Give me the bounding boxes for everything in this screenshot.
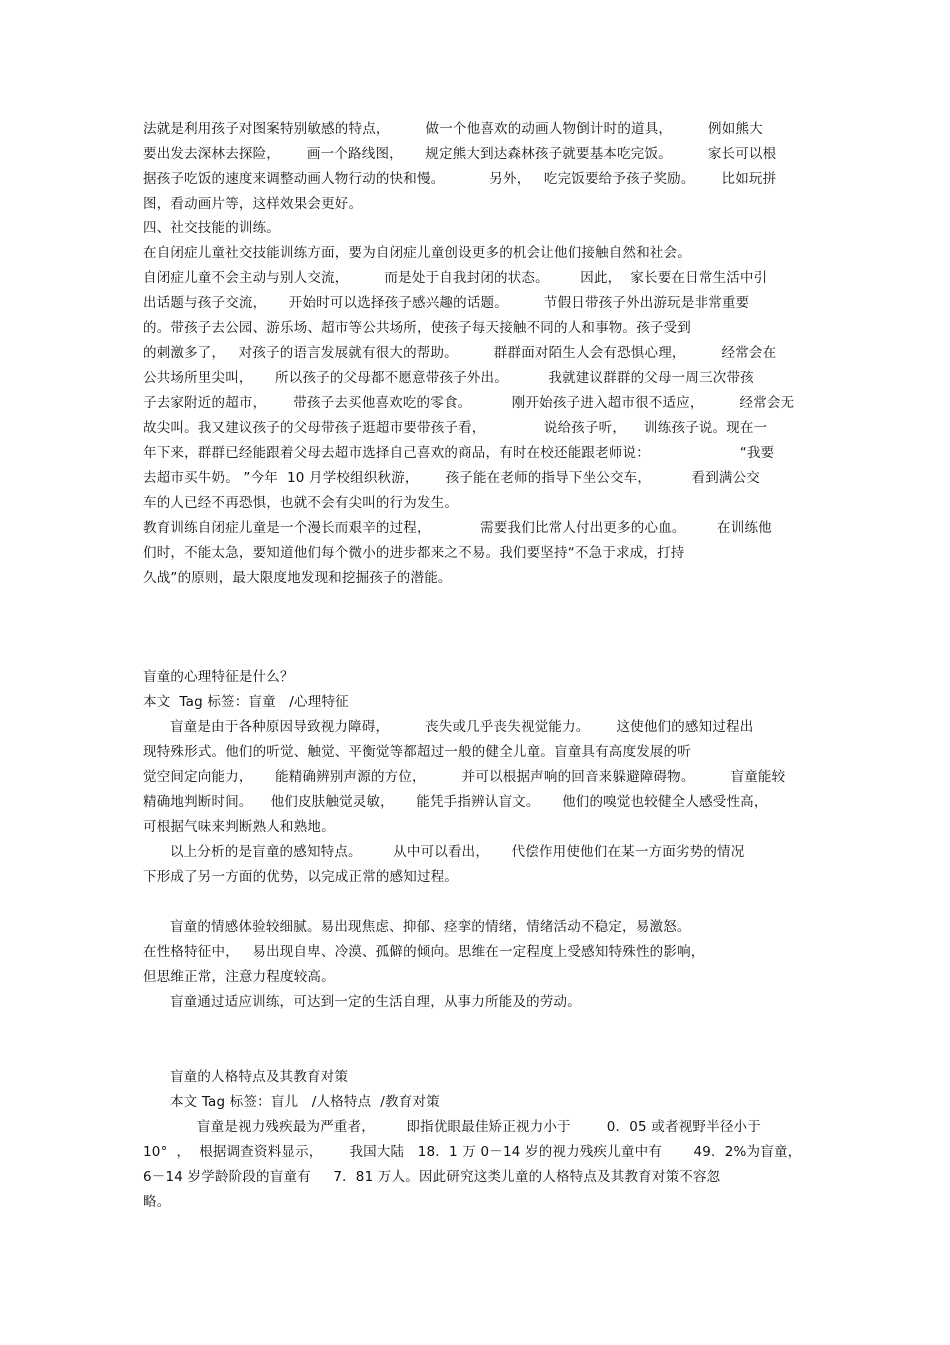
- text-line: 的刺激多了， 对孩子的语言发展就有很大的帮助。 群群面对陌生人会有恐惧心理， 经常会在: [143, 345, 777, 361]
- text-line: 公共场所里尖叫， 所以孩子的父母都不愿意带孩子外出。 我就建议群群的父母一周三次带孩: [143, 370, 754, 386]
- text-line: 以上分析的是盲童的感知特点。 从中可以看出， 代偿作用使他们在某一方面劣势的情况: [143, 844, 745, 860]
- text-line: 盲童的情感体验较细腻。易出现焦虑、抑郁、痉挛的情绪，情绪活动不稳定，易激怒。: [143, 919, 691, 935]
- text-line: 10° ， 根据调查资料显示， 我国大陆 18．1 万 0－14 岁的视力残疾儿童中有 49．2%为盲童，: [143, 1144, 802, 1160]
- text-line: 6－14 岁学龄阶段的盲童有 7．81 万人。因此研究这类儿童的人格特点及其教育对策不容忽: [143, 1169, 721, 1185]
- text-line: 去超市买牛奶。 ”今年 10 月学校组织秋游， 孩子能在老师的指导下坐公交车， 看到满公交: [143, 470, 761, 486]
- text-line: 出话题与孩子交流， 开始时可以选择孩子感兴趣的话题。 节假日带孩子外出游玩是非常重要: [143, 295, 750, 311]
- text-line: 要出发去深林去探险， 画一个路线图， 规定熊大到达森林孩子就要基本吃完饭。 家长可以根: [143, 146, 777, 162]
- text-line: 盲童通过适应训练，可达到一定的生活自理，从事力所能及的劳动。: [143, 994, 581, 1010]
- text-line: 可根据气味来判断熟人和熟地。: [143, 819, 335, 835]
- text-line: 故尖叫。我又建议孩子的父母带孩子逛超市要带孩子看， 说给孩子听， 训练孩子说。现在一: [143, 420, 768, 436]
- article-title: 盲童的心理特征是什么？: [143, 669, 294, 685]
- text-line: 精确地判断时间。 他们皮肤触觉灵敏， 能凭手指辨认盲文。 他们的嗅觉也较健全人感受性高，: [143, 794, 768, 810]
- tag-line: 本文 Tag 标签：盲童 /心理特征: [143, 694, 349, 710]
- text-line: 下形成了另一方面的优势，以完成正常的感知过程。: [143, 869, 459, 885]
- text-line: 车的人已经不再恐惧，也就不会有尖叫的行为发生。: [143, 495, 459, 511]
- text-line: 现特殊形式。他们的听觉、触觉、平衡觉等都超过一般的健全儿童。盲童具有高度发展的听: [143, 744, 691, 760]
- section-heading: 四、社交技能的训练。: [143, 220, 280, 236]
- text-line: 在性格特征中， 易出现自卑、冷漠、孤僻的倾向。思维在一定程度上受感知特殊性的影响，: [143, 944, 705, 960]
- text-line: 据孩子吃饭的速度来调整动画人物行动的快和慢。 另外， 吃完饭要给予孩子奖励。 比如玩拼: [143, 171, 777, 187]
- text-line: 年下来，群群已经能跟着父母去超市选择自己喜欢的商品，有时在校还能跟老师说： “我要: [143, 445, 775, 461]
- text-line: 教育训练自闭症儿童是一个漫长而艰辛的过程， 需要我们比常人付出更多的心血。 在训练他: [143, 520, 772, 536]
- text-line: 但思维正常，注意力程度较高。: [143, 969, 335, 985]
- text-line: 盲童是视力残疾最为严重者， 即指优眼最佳矫正视力小于 0．05 或者视野半径小于: [143, 1119, 761, 1135]
- text-line: 在自闭症儿童社交技能训练方面，要为自闭症儿童创设更多的机会让他们接触自然和社会。: [143, 245, 691, 261]
- text-line: 们时，不能太急，要知道他们每个微小的进步都来之不易。我们要坚持“不急于求成，打持: [143, 545, 685, 561]
- text-line: 略。: [143, 1194, 171, 1210]
- text-line: 子去家附近的超市， 带孩子去买他喜欢吃的零食。 刚开始孩子进入超市很不适应， 经常会无: [143, 395, 795, 411]
- text-line: 久战”的原则，最大限度地发现和挖掘孩子的潜能。: [143, 570, 452, 586]
- text-line: 自闭症儿童不会主动与别人交流， 而是处于自我封闭的状态。 因此， 家长要在日常生活中引: [143, 270, 768, 286]
- article-title: 盲童的人格特点及其教育对策: [143, 1069, 349, 1085]
- tag-line: 本文 Tag 标签：盲儿 /人格特点 /教育对策: [143, 1094, 440, 1110]
- text-line: 的。带孩子去公园、游乐场、超市等公共场所，使孩子每天接触不同的人和事物。孩子受到: [143, 320, 691, 336]
- text-line: 法就是利用孩子对图案特别敏感的特点， 做一个他喜欢的动画人物倒计时的道具， 例如熊大: [143, 121, 763, 137]
- text-line: 觉空间定向能力， 能精确辨别声源的方位， 并可以根据声响的回音来躲避障碍物。 盲童能较: [143, 769, 786, 785]
- text-line: 图，看动画片等，这样效果会更好。: [143, 196, 363, 212]
- text-line: 盲童是由于各种原因导致视力障碍， 丧失或几乎丧失视觉能力。 这使他们的感知过程出: [143, 719, 754, 735]
